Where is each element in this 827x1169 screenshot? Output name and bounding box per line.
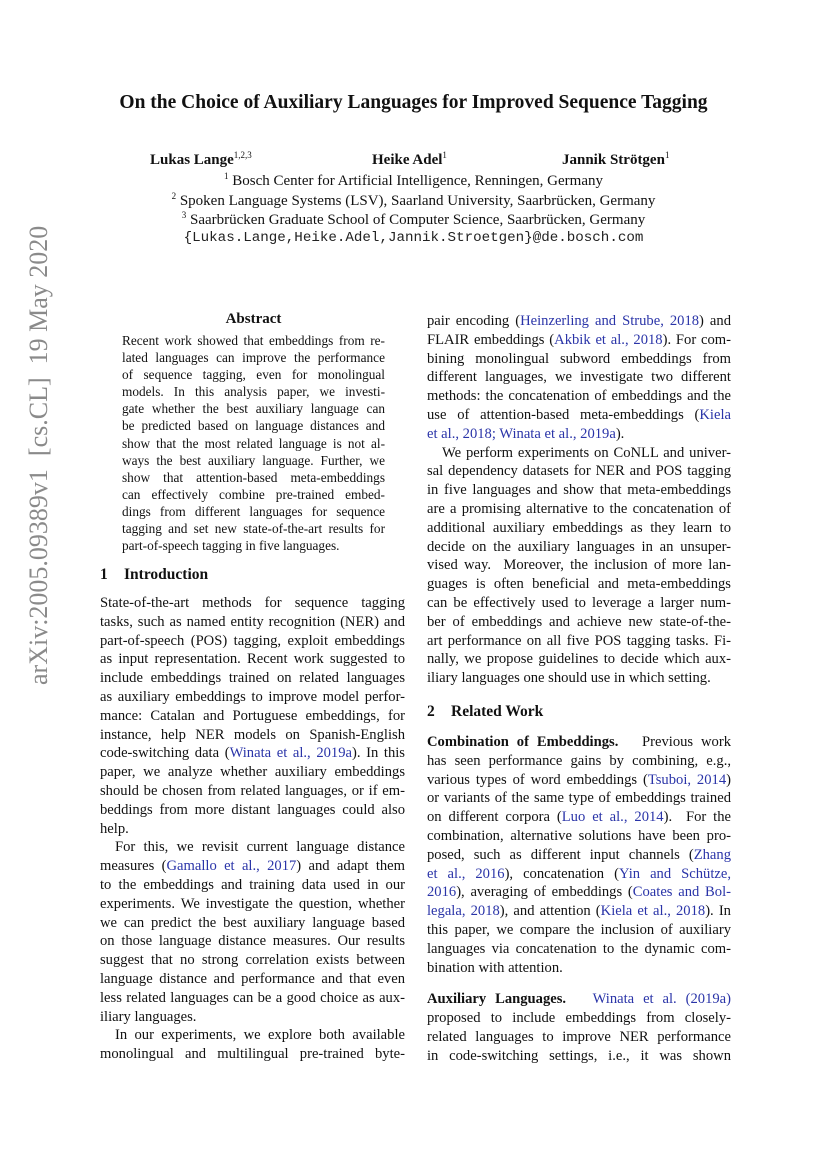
text-segment: posed, such as different input channels ( (427, 846, 694, 863)
text-segment: ). (615, 425, 625, 442)
text-segment: ) and adapt them (296, 858, 405, 875)
text-segment: experiments. We investigate the question, whether (100, 895, 405, 912)
text-segment: iliary languages one should use in which setting. (427, 670, 711, 687)
citation-link[interactable]: Heinzerling and Strube, 2018 (520, 313, 700, 329)
arxiv-identifier: arXiv:2005.09389v1 [cs.CL] 19 May 2020 (24, 225, 53, 685)
text-segment: guages is often beneficial and meta-embeddings (427, 576, 731, 593)
text-segment: In our experiments, we explore both available (115, 1027, 405, 1044)
text-segment: are a promising alternative to the concatenation of (427, 500, 731, 517)
text-segment: ), and attention ( (499, 903, 601, 920)
text-line (100, 895, 405, 914)
text-line (427, 312, 731, 331)
text-segment: on those language distance measures. Our results (100, 933, 405, 950)
text-segment: paper, we analyze whether auxiliary embeddings (100, 764, 405, 781)
affiliation-text: Spoken Language Systems (LSV), Saarland University, Saarbrücken, Germany (176, 193, 656, 209)
text-line (427, 462, 731, 481)
text-segment: on different corpora ( (427, 809, 562, 826)
text-line (427, 827, 731, 846)
text-segment: language distance and performance and that even (100, 970, 405, 987)
text-line (427, 632, 731, 651)
text-line (427, 669, 731, 688)
text-line (427, 650, 731, 669)
author-name: Heike Adel (372, 152, 443, 168)
text-line (100, 801, 405, 820)
text-line (100, 613, 405, 632)
paragraph (427, 733, 731, 977)
author (562, 150, 669, 169)
text-line (100, 650, 405, 669)
text-segment: ber of embeddings and achieve new state-of-the- (427, 613, 731, 630)
text-line (427, 387, 731, 406)
text-segment: include embeddings trained on related languages (100, 670, 405, 687)
text-segment: ) and (699, 313, 731, 329)
abstract-body (122, 332, 385, 554)
paragraph-heading: Auxiliary Languages. (427, 991, 567, 1008)
author (372, 150, 447, 169)
text-line (427, 959, 731, 978)
text-line (427, 406, 731, 425)
text-segment: can be effectively used to leverage a larger num- (427, 594, 731, 611)
affiliation (0, 210, 827, 229)
text-segment: combination, alternative solutions have been pro- (427, 827, 731, 844)
text-segment: in code-switching settings, i.e., it was shown (427, 1047, 731, 1064)
text-line (427, 771, 731, 790)
text-line (427, 425, 731, 444)
text-segment: as auxiliary embeddings to improve model perfor- (100, 688, 405, 705)
text-segment: proposed to include embeddings from closely- (427, 1010, 731, 1027)
author-sup: 1 (664, 150, 670, 160)
section-number: 2 (427, 703, 435, 720)
text-line (100, 914, 405, 933)
abstract-heading: Abstract (225, 311, 282, 327)
abstract-line: show that the most related language is not al- (122, 435, 385, 451)
citation-link[interactable]: legala, 2018 (427, 903, 500, 920)
text-line (427, 865, 731, 884)
abstract-line: lated languages can improve the performance (122, 350, 385, 366)
section-heading-related-work (427, 702, 731, 722)
text-line (427, 556, 731, 575)
text-line (100, 744, 405, 763)
text-line (427, 1047, 731, 1066)
text-segment: measures ( (100, 858, 167, 875)
abstract-line: show that attention-based meta-embeddings (122, 469, 385, 485)
text-line (427, 1009, 731, 1028)
text-line (427, 752, 731, 771)
citation-link[interactable]: 2016 (427, 884, 457, 901)
text-line (100, 763, 405, 782)
text-line (427, 350, 731, 369)
introduction-body (100, 594, 405, 1064)
text-line (427, 613, 731, 632)
text-segment: sal dependency datasets for NER and POS tagging (427, 463, 731, 480)
citation-link[interactable]: et al., 2016 (427, 865, 505, 882)
abstract-line: part-of-speech tagging in five languages. (122, 538, 340, 554)
citation-link[interactable]: Gamallo et al., 2017 (166, 858, 297, 875)
text-segment: as input representation. Recent work suggested to (100, 651, 405, 668)
text-line (100, 1026, 405, 1045)
text-line (427, 538, 731, 557)
text-line (100, 726, 405, 745)
text-line (100, 838, 405, 857)
citation-link[interactable]: Zhang (693, 846, 731, 863)
text-segment: vised way. Moreover, the inclusion of more lan- (427, 557, 731, 574)
text-line (427, 444, 731, 463)
text-line (100, 951, 405, 970)
paragraph (100, 838, 405, 1026)
paragraph (100, 594, 405, 838)
text-segment: should be chosen from related languages, or if em- (100, 782, 405, 799)
affiliation-sup: 1 (224, 171, 229, 181)
text-line (100, 707, 405, 726)
text-line (427, 368, 731, 387)
text-segment: FLAIR embeddings ( (427, 331, 555, 348)
text-line (427, 921, 731, 940)
text-segment: We perform experiments on CoNLL and univer- (442, 444, 731, 461)
citation-link[interactable]: Akbik et al., 2018 (554, 331, 663, 348)
abstract-line: tagging and set new state-of-the-art results for (122, 521, 385, 537)
abstract-line: gate whether the best auxiliary language can (122, 401, 385, 417)
author-name: Lukas Lange (150, 152, 234, 168)
text-line (100, 876, 405, 895)
text-segment: nally, we propose guidelines to decide which aux- (427, 651, 731, 668)
citation-link[interactable]: Kiela (699, 406, 731, 423)
affiliation-text: Saarbrücken Graduate School of Computer Science, Saarbrücken, Germany (186, 212, 646, 228)
text-segment: ), concatenation ( (504, 865, 619, 882)
text-segment: ). In this (352, 745, 405, 762)
citation-link[interactable]: Luo et al., 2014 (561, 809, 664, 826)
text-line (427, 902, 731, 921)
author-sup: 1,2,3 (233, 150, 252, 160)
text-line (100, 989, 405, 1008)
abstract-line: be predicted based on language distances and (122, 418, 385, 434)
text-segment: code-switching data ( (100, 745, 230, 762)
text-segment: ). For com- (662, 331, 731, 348)
abstract-line: can effectively combine pre-trained embed- (122, 486, 385, 502)
text-line (100, 1008, 405, 1027)
paragraph (427, 444, 731, 688)
text-segment: art performance on all five POS tagging tasks. Fi- (427, 632, 731, 649)
text-segment: use of attention-based meta-embeddings ( (427, 406, 700, 423)
text-line (100, 932, 405, 951)
text-line (427, 500, 731, 519)
text-segment: ). In (705, 903, 731, 920)
paragraph (427, 312, 731, 444)
text-segment: methods: the concatenation of embeddings and the (427, 388, 731, 405)
text-segment: For this, we revisit current language distance (115, 839, 405, 856)
text-line (427, 846, 731, 865)
text-line (100, 669, 405, 688)
author (150, 150, 252, 169)
citation-link[interactable]: Tsuboi, 2014 (647, 771, 727, 788)
text-line (427, 733, 731, 752)
section-title: Introduction (124, 566, 209, 583)
text-segment: languages via concatenation to the dynamic com- (427, 940, 731, 957)
text-line (427, 883, 731, 902)
text-segment: instance, help NER models on Spanish-English (100, 726, 405, 743)
text-line (100, 782, 405, 801)
text-segment: ) (726, 771, 731, 788)
abstract-line: ways the best auxiliary language. Further, we (122, 452, 385, 468)
paragraph (427, 990, 731, 1065)
affiliation (0, 171, 827, 190)
citation-link[interactable]: Kiela et al., 2018 (600, 903, 706, 920)
related-work-body (427, 733, 731, 1066)
text-line (427, 519, 731, 538)
text-segment: to the embeddings and training data used in our (100, 876, 405, 893)
citation-link[interactable]: Yin and Schütze, (618, 865, 731, 882)
text-segment: less related languages can be a good choice as aux- (100, 989, 405, 1006)
text-segment: various types of word embeddings ( (427, 771, 648, 788)
section-title: Related Work (451, 703, 544, 720)
right-column-body (427, 312, 731, 688)
affiliation (0, 191, 827, 210)
text-segment: different languages, we investigate two different (427, 369, 731, 386)
text-line (427, 990, 731, 1009)
text-segment: pair encoding ( (427, 313, 521, 329)
text-segment: part-of-speech (POS) tagging, exploit embeddings (100, 632, 405, 649)
paragraph (100, 1026, 405, 1064)
author-sup: 1 (442, 150, 447, 160)
paper-title: On the Choice of Auxiliary Languages for Improved Sequence Tagging (119, 92, 708, 113)
text-line (427, 940, 731, 959)
text-segment: tasks, such as named entity recognition (NER) and (100, 613, 405, 630)
text-line (427, 789, 731, 808)
text-segment: ). For the (663, 809, 731, 826)
text-segment: has seen performance gains by combining, e.g., (427, 752, 731, 769)
text-line (100, 970, 405, 989)
citation-link[interactable]: Coates and Bol- (632, 884, 731, 901)
text-segment: decide on the auxiliary languages in an unsuper- (427, 538, 731, 555)
text-segment (566, 991, 593, 1007)
section-heading-introduction (100, 565, 405, 585)
text-line (427, 331, 731, 350)
text-line (100, 820, 405, 839)
text-segment: additional auxiliary embeddings as they learn to (427, 519, 731, 536)
text-line (427, 808, 731, 827)
author-name: Jannik Strötgen (562, 152, 665, 168)
text-line (427, 575, 731, 594)
abstract-line: Recent work showed that embeddings from re- (122, 333, 385, 348)
text-segment: ), averaging of embeddings ( (456, 884, 633, 901)
text-line (100, 594, 405, 613)
text-segment: State-of-the-art methods for sequence tagging (100, 595, 405, 611)
affiliation-sup: 3 (181, 210, 187, 220)
text-segment: monolingual and multilingual pre-trained byte- (100, 1046, 405, 1063)
text-segment: this paper, we compare the inclusion of auxiliary (427, 921, 731, 938)
text-line (100, 857, 405, 876)
text-segment: help. (100, 820, 129, 837)
text-line (100, 632, 405, 651)
abstract-line: models. In this analysis paper, we investi- (122, 384, 385, 400)
text-line (427, 481, 731, 500)
text-segment: beddings from more distant languages could also (100, 801, 405, 818)
text-segment: suggest that no strong correlation exists between (100, 952, 405, 969)
text-line (427, 594, 731, 613)
section-number: 1 (100, 566, 108, 583)
author-emails: {Lukas.Lange,Heike.Adel,Jannik.Stroetgen}@de.bosch.com (183, 230, 644, 246)
citation-link[interactable]: Winata et al., 2019a (229, 745, 352, 762)
text-segment: bination with attention. (427, 959, 563, 976)
text-line (100, 1045, 405, 1064)
text-line (427, 1028, 731, 1047)
text-segment: mance: Catalan and Portuguese embeddings, for (100, 707, 405, 724)
text-segment: Previous work (618, 734, 731, 750)
text-segment: in five languages and show that meta-embeddings (427, 482, 731, 499)
text-segment: or variants of the same type of embeddings trained (427, 790, 731, 807)
citation-link[interactable]: Winata et al. (2019a) (592, 991, 731, 1008)
text-segment: we can predict the best auxiliary language based (100, 914, 405, 931)
abstract-line: dings from different languages for sequence (122, 503, 385, 519)
affiliation-text: Bosch Center for Artificial Intelligence, Renningen, Germany (228, 173, 603, 189)
text-segment: bining monolingual subword embeddings from (427, 350, 731, 367)
text-segment: related languages to improve NER performance (427, 1028, 731, 1045)
text-segment: iliary languages. (100, 1008, 197, 1025)
abstract-line: of sequence tagging, even for monolingual (122, 367, 385, 383)
paragraph-heading: Combination of Embeddings. (427, 734, 619, 750)
affiliation-sup: 2 (171, 191, 177, 201)
citation-link[interactable]: et al., 2018; Winata et al., 2019a (427, 425, 616, 442)
text-line (100, 688, 405, 707)
